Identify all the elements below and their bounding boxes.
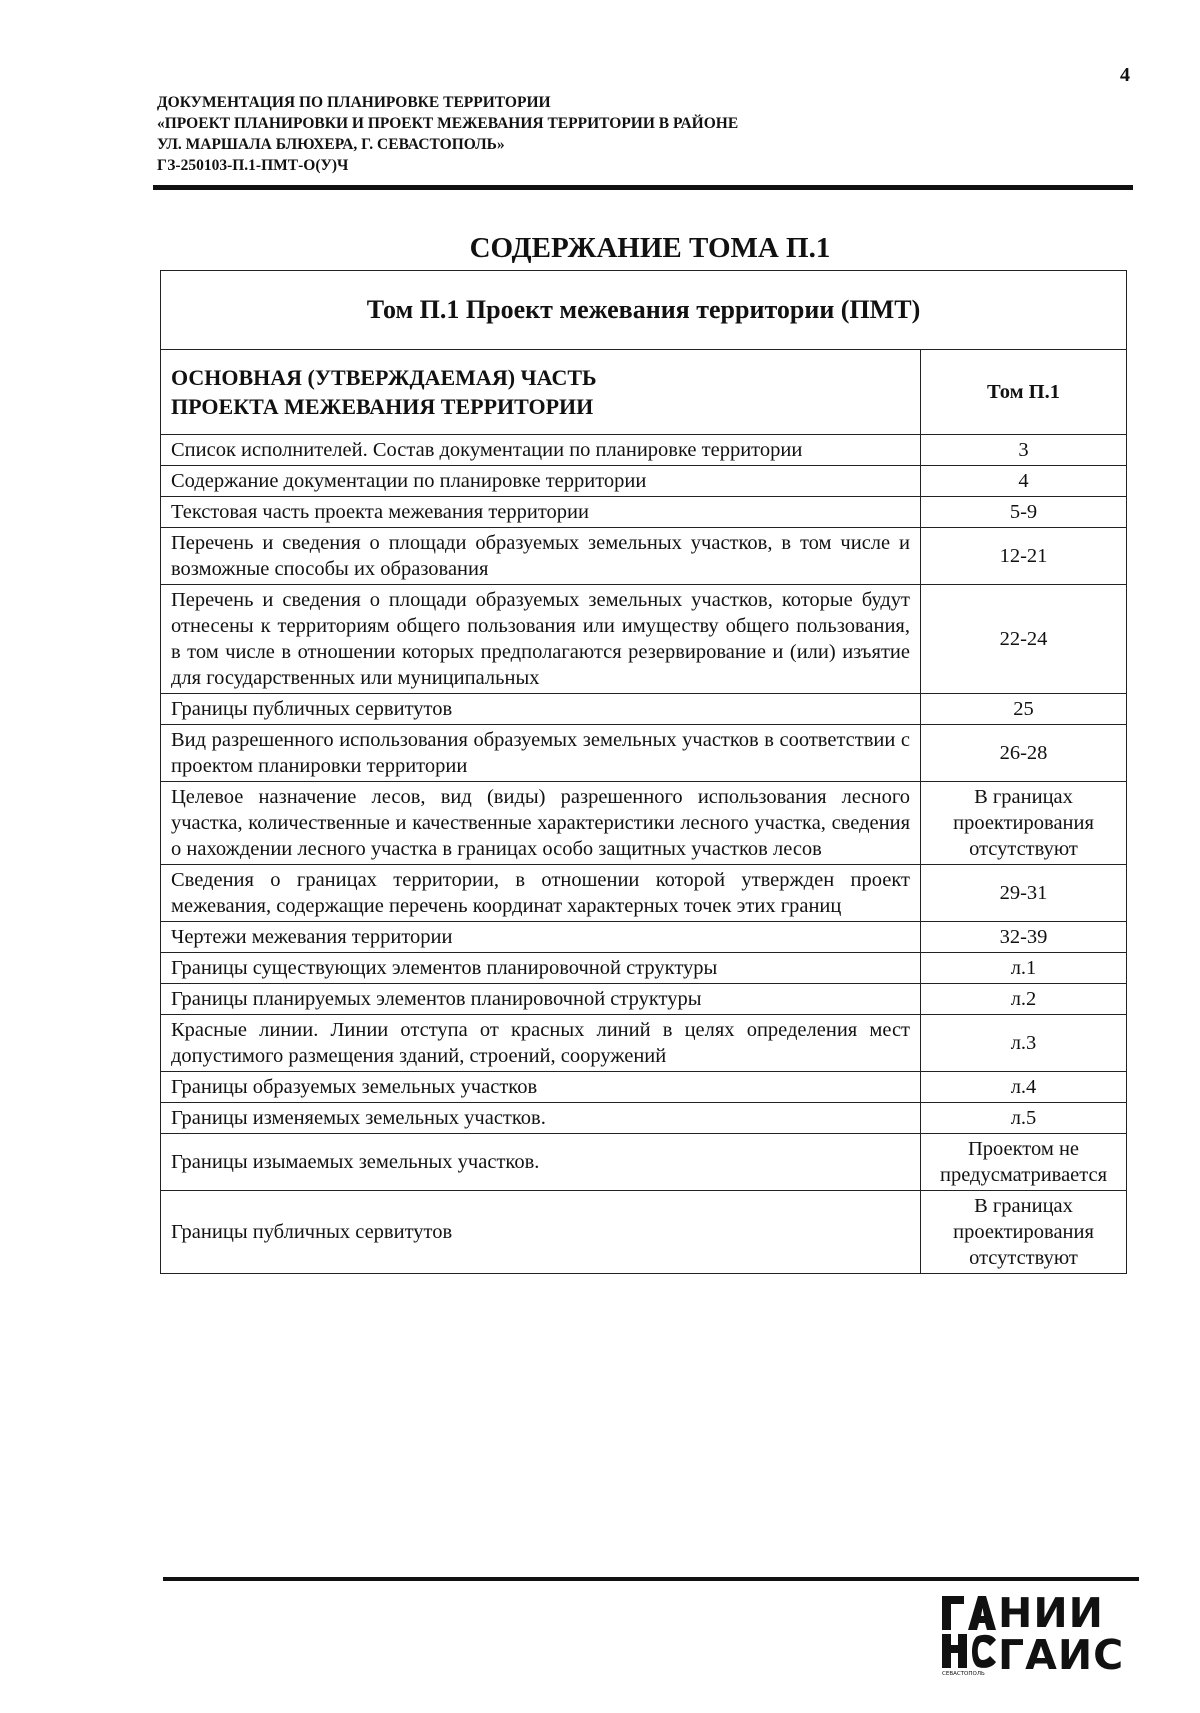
- logo-mark-caption: СЕВАСТОПОЛЬ: [942, 1671, 985, 1676]
- table-row: [161, 1191, 1127, 1274]
- table-row: [161, 466, 1127, 497]
- document-header: [157, 92, 857, 176]
- row-page: л.5: [921, 1103, 1127, 1134]
- table-row: [161, 865, 1127, 922]
- logo-text: [998, 1589, 1125, 1679]
- row-title: Сведения о границах территории, в отношении которой утвержден проект межевания, содержащие перечень координат характерных точек этих границ: [161, 865, 921, 922]
- part-title-row: [161, 350, 1127, 435]
- row-title: Целевое назначение лесов, вид (виды) разрешенного использования лесного участка, количественные и качественные характеристики лесного участка, сведения о нахождении лесного участка в границах особо защитных участков лесов: [161, 782, 921, 865]
- part-title-line: ОСНОВНАЯ (УТВЕРЖДАЕМАЯ) ЧАСТЬ: [171, 365, 597, 390]
- row-title: Границы изменяемых земельных участков.: [161, 1103, 921, 1134]
- table-row: [161, 953, 1127, 984]
- table-row: [161, 694, 1127, 725]
- table-row: [161, 585, 1127, 694]
- row-title: Границы изымаемых земельных участков.: [161, 1134, 921, 1191]
- part-title-line: ПРОЕКТА МЕЖЕВАНИЯ ТЕРРИТОРИИ: [171, 394, 594, 419]
- logo-line-1: НИИ: [998, 1589, 1104, 1637]
- table-row: [161, 782, 1127, 865]
- header-line: УЛ. МАРШАЛА БЛЮХЕРА, Г. СЕВАСТОПОЛЬ»: [157, 136, 505, 153]
- header-line: «ПРОЕКТ ПЛАНИРОВКИ И ПРОЕКТ МЕЖЕВАНИЯ ТЕРРИТОРИИ В РАЙОНЕ: [157, 115, 739, 132]
- contents-table: [160, 270, 1127, 1274]
- row-page: В границах проектирования отсутствуют: [921, 782, 1127, 865]
- table-row: [161, 1072, 1127, 1103]
- row-title: Перечень и сведения о площади образуемых земельных участков, которые будут отнесены к территориям общего пользования или имуществу общего пользования, в том числе в отношении которых предполагаются резервирование и (или) изъятие для государственных или муниципальных: [161, 585, 921, 694]
- table-row: [161, 528, 1127, 585]
- row-title: Чертежи межевания территории: [161, 922, 921, 953]
- row-title: Перечень и сведения о площади образуемых земельных участков, в том числе и возможные способы их образования: [161, 528, 921, 585]
- row-title: Текстовая часть проекта межевания территории: [161, 497, 921, 528]
- row-page: л.2: [921, 984, 1127, 1015]
- table-row: [161, 725, 1127, 782]
- row-title: Границы планируемых элементов планировочной структуры: [161, 984, 921, 1015]
- row-page: 25: [921, 694, 1127, 725]
- row-title: Границы публичных сервитутов: [161, 1191, 921, 1274]
- document-code: ГЗ-250103-П.1-ПМТ-О(У)Ч: [157, 157, 349, 174]
- part-title: [161, 350, 921, 435]
- table-row: [161, 1015, 1127, 1072]
- row-page: л.3: [921, 1015, 1127, 1072]
- table-row: [161, 497, 1127, 528]
- row-title: Границы существующих элементов планировочной структуры: [161, 953, 921, 984]
- row-title: Границы публичных сервитутов: [161, 694, 921, 725]
- header-line: ДОКУМЕНТАЦИЯ ПО ПЛАНИРОВКЕ ТЕРРИТОРИИ: [157, 94, 551, 111]
- row-page: 5-9: [921, 497, 1127, 528]
- row-title: Вид разрешенного использования образуемых земельных участков в соответствии с проектом планировки территории: [161, 725, 921, 782]
- section-title: СОДЕРЖАНИЕ ТОМА П.1: [469, 232, 831, 264]
- niigais-logo: [940, 1589, 1125, 1680]
- row-page: л.4: [921, 1072, 1127, 1103]
- table-row: [161, 922, 1127, 953]
- row-page: л.1: [921, 953, 1127, 984]
- row-page: 29-31: [921, 865, 1127, 922]
- table-row: [161, 435, 1127, 466]
- volume-title-row: [161, 271, 1127, 350]
- row-page: 4: [921, 466, 1127, 497]
- volume-title: Том П.1 Проект межевания территории (ПМТ): [161, 271, 1127, 350]
- row-page: 12-21: [921, 528, 1127, 585]
- row-page: В границах проектирования отсутствуют: [921, 1191, 1127, 1274]
- row-page: 22-24: [921, 585, 1127, 694]
- row-page: 3: [921, 435, 1127, 466]
- page-number: 4: [1120, 64, 1130, 86]
- table-row: [161, 1103, 1127, 1134]
- table-row: [161, 1134, 1127, 1191]
- part-volume-label: Том П.1: [921, 350, 1127, 435]
- row-title: Список исполнителей. Состав документации по планировке территории: [161, 435, 921, 466]
- row-page: 26-28: [921, 725, 1127, 782]
- row-title: Содержание документации по планировке территории: [161, 466, 921, 497]
- header-divider: [153, 185, 1133, 190]
- row-page: 32-39: [921, 922, 1127, 953]
- row-title: Границы образуемых земельных участков: [161, 1072, 921, 1103]
- footer-divider: [163, 1577, 1139, 1581]
- table-row: [161, 984, 1127, 1015]
- row-page: Проектом не предусматривается: [921, 1134, 1127, 1191]
- ga-ns-logo-mark-icon: [940, 1590, 996, 1676]
- logo-line-2: ГАИС: [998, 1631, 1125, 1679]
- row-title: Красные линии. Линии отступа от красных линий в целях определения мест допустимого размещения зданий, строений, сооружений: [161, 1015, 921, 1072]
